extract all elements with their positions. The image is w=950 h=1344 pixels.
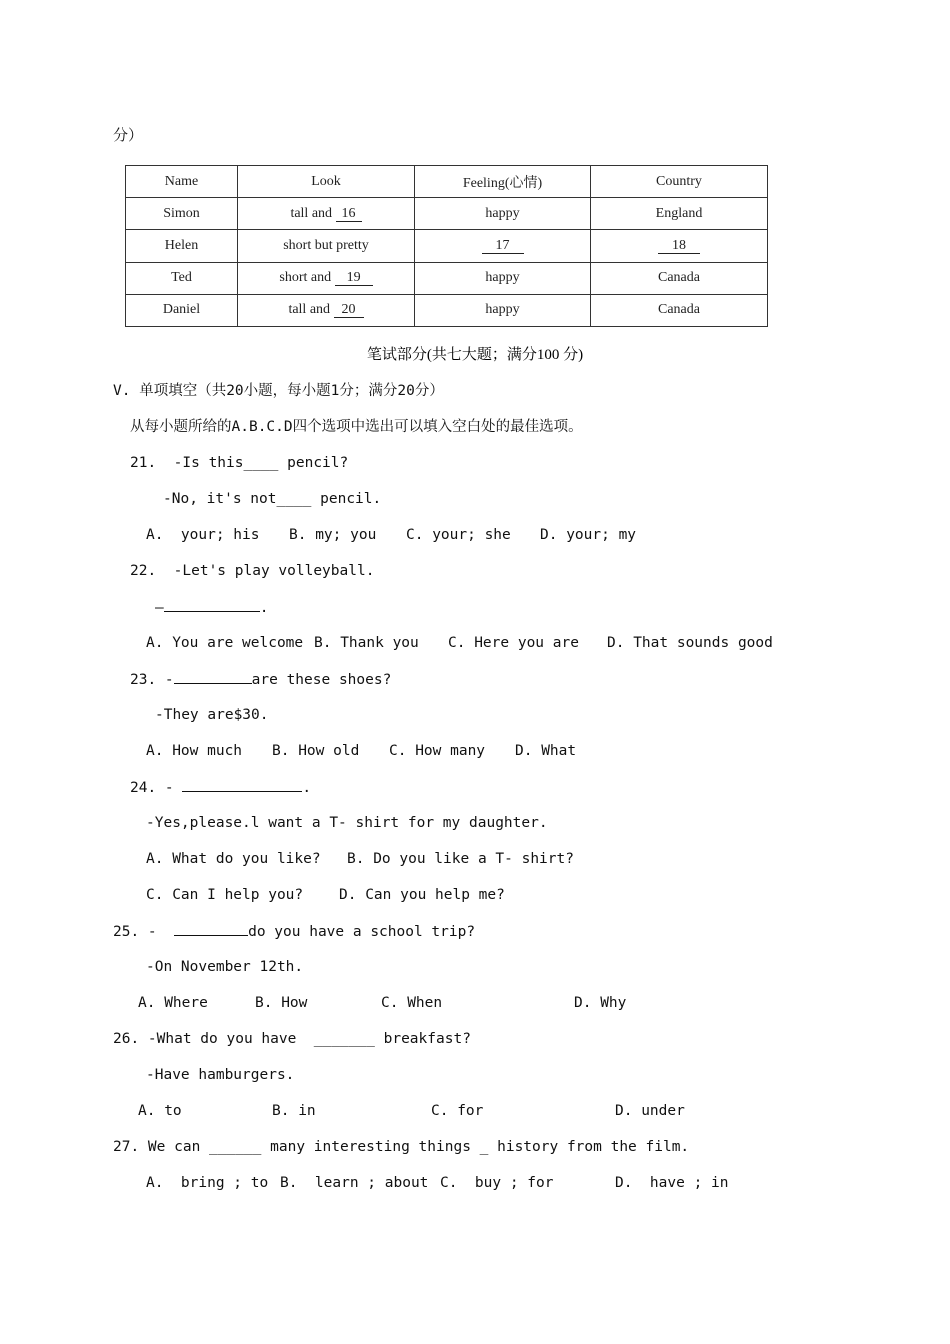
cell-feeling: happy — [415, 198, 591, 230]
header-country: Country — [591, 166, 768, 198]
look-prefix: tall and — [288, 302, 331, 318]
q25-response: -On November 12th. — [146, 959, 304, 975]
q27-option-d[interactable]: D. have ; in — [615, 1175, 729, 1191]
q27-prompt: 27. We can ______ many interesting things _ history from the film. — [113, 1139, 690, 1155]
q24-number: 24. - — [130, 780, 183, 796]
q21-option-b[interactable]: B. my; you — [289, 527, 377, 543]
q25-option-a[interactable]: A. Where — [138, 995, 208, 1011]
q23-number: 23. - — [130, 672, 174, 688]
q26-response: -Have hamburgers. — [146, 1067, 295, 1083]
cell-look — [238, 198, 415, 230]
q23-option-b[interactable]: B. How old — [272, 743, 360, 759]
q24-answer-blank[interactable] — [182, 777, 302, 792]
cell-country: England — [591, 198, 768, 230]
q22-option-d[interactable]: D. That sounds good — [607, 635, 773, 651]
q22-prompt: 22. -Let's play volleyball. — [130, 563, 375, 579]
q22-answer-blank[interactable] — [164, 597, 260, 612]
q22-option-c[interactable]: C. Here you are — [448, 635, 579, 651]
cell-name: Simon — [126, 198, 238, 230]
section-title: V. 单项填空（共20小题，每小题1分；满分20分） — [113, 383, 444, 399]
q24-option-b[interactable]: B. Do you like a T- shirt? — [347, 851, 574, 867]
table-row — [126, 294, 768, 326]
q26-option-d[interactable]: D. under — [615, 1103, 685, 1119]
q23-answer-blank[interactable] — [174, 669, 252, 684]
q24-option-a[interactable]: A. What do you like? — [146, 851, 321, 867]
q22-response — [155, 597, 268, 618]
q25-option-d[interactable]: D. Why — [574, 995, 627, 1011]
look-prefix: tall and — [290, 205, 333, 221]
blank-19[interactable]: 19 — [335, 271, 373, 286]
q26-prompt: 26. -What do you have _______ breakfast? — [113, 1031, 471, 1047]
blank-17[interactable]: 17 — [482, 239, 524, 254]
cell-name: Helen — [126, 230, 238, 262]
q21-option-a[interactable]: A. your; his — [146, 527, 260, 543]
q23-option-c[interactable]: C. How many — [389, 743, 486, 759]
table-row — [126, 230, 768, 262]
q23-response: -They are$30. — [155, 707, 269, 723]
q21-prompt: 21. -Is this____ pencil? — [130, 455, 349, 471]
cell-country — [591, 230, 768, 262]
q21-response: -No, it's not____ pencil. — [163, 491, 382, 507]
table-header-row — [126, 166, 768, 198]
q24-period: . — [302, 780, 312, 796]
info-table — [125, 165, 768, 327]
table-row — [126, 198, 768, 230]
header-name: Name — [126, 166, 238, 198]
q23-prompt — [130, 669, 391, 690]
q23-option-d[interactable]: D. What — [515, 743, 577, 759]
q24-option-d[interactable]: D. Can you help me? — [339, 887, 505, 903]
cell-feeling: happy — [415, 262, 591, 294]
section-instruction: 从每小题所给的A.B.C.D四个选项中选出可以填入空白处的最佳选项。 — [130, 419, 583, 435]
look-prefix: short and — [279, 270, 332, 286]
q25-option-b[interactable]: B. How — [255, 995, 308, 1011]
q21-option-c[interactable]: C. your; she — [406, 527, 511, 543]
blank-18[interactable]: 18 — [658, 239, 700, 254]
q22-dash: — — [155, 600, 164, 616]
q27-option-b[interactable]: B. learn ; about — [280, 1175, 429, 1191]
q25-number: 25. - — [113, 924, 175, 940]
q26-option-c[interactable]: C. for — [431, 1103, 484, 1119]
q21-option-d[interactable]: D. your; my — [540, 527, 637, 543]
q26-option-a[interactable]: A. to — [138, 1103, 182, 1119]
blank-16[interactable]: 16 — [336, 207, 362, 222]
cell-look: short but pretty — [238, 230, 415, 262]
header-look: Look — [238, 166, 415, 198]
cell-look — [238, 262, 415, 294]
q25-option-c[interactable]: C. When — [381, 995, 443, 1011]
table-row — [126, 262, 768, 294]
q27-option-a[interactable]: A. bring ; to — [146, 1175, 269, 1191]
q23-question: are these shoes? — [251, 672, 392, 688]
cell-name: Daniel — [126, 294, 238, 326]
q23-option-a[interactable]: A. How much — [146, 743, 243, 759]
written-part-title: 笔试部分(共七大题；满分100 分) — [366, 347, 584, 363]
q26-option-b[interactable]: B. in — [272, 1103, 316, 1119]
q25-answer-blank[interactable] — [174, 921, 248, 936]
cell-name: Ted — [126, 262, 238, 294]
q24-option-c[interactable]: C. Can I help you? — [146, 887, 304, 903]
cell-look — [238, 294, 415, 326]
q25-question: do you have a school trip? — [248, 924, 476, 940]
cell-country: Canada — [591, 294, 768, 326]
q24-response: -Yes,please.l want a T- shirt for my daughter. — [146, 815, 548, 831]
q22-option-a[interactable]: A. You are welcome — [146, 635, 304, 651]
cell-feeling: happy — [415, 294, 591, 326]
q25-prompt — [113, 921, 475, 942]
q22-option-b[interactable]: B. Thank you — [314, 635, 419, 651]
score-fragment: 分） — [113, 128, 144, 144]
q24-prompt — [130, 777, 311, 798]
cell-feeling — [415, 230, 591, 262]
header-feeling: Feeling(心情) — [415, 166, 591, 198]
blank-20[interactable]: 20 — [334, 303, 364, 318]
q22-period: . — [259, 600, 269, 616]
q27-option-c[interactable]: C. buy ; for — [440, 1175, 554, 1191]
cell-country: Canada — [591, 262, 768, 294]
